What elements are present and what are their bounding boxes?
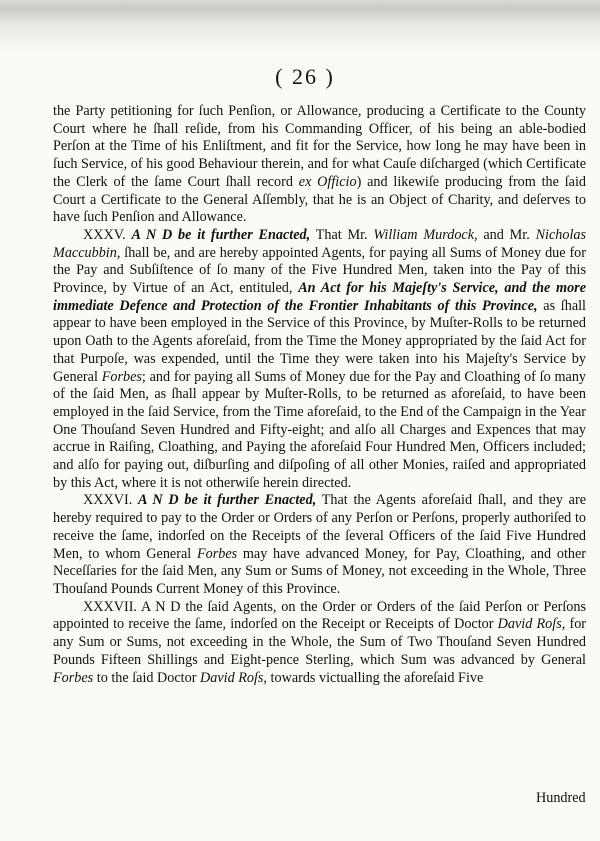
section-xxxvii: [53, 599, 586, 688]
text-run: to the ſaid Doctor: [96, 669, 197, 686]
text-run: may have advanced Money, for Pay, Cloathing, and other Neceſſaries for the ſaid Men, any Sum or Sums of Money, not exceeding in the Whole, Three Thouſand Pounds Current Money of this Province.: [53, 545, 587, 597]
text-run: That Mr.: [315, 226, 368, 243]
text-run: ſhall be, and are hereby appointed Agents, for paying all Sums of Money due for the Pay and Subſiſtence of ſo many of the Five Hundred Men, taken into the Pay of this Province, by Virtue of an Act, entituled,: [53, 244, 586, 297]
act-title: An Act for his Majeſty's Service, and the more immediate Defence and Protection of the Frontier Inhabitants of this Province,: [53, 280, 587, 314]
text-run: as ſhall appear to have been employed in the Service of this Province, by Muſter-Rolls to be returned upon Oath to the Agents aforeſaid, from the Time the Money appropriated by the ſaid Act for that Purpoſe, was expended, until the Time they were taken into his Majeſty's Service by General: [53, 297, 586, 385]
text-run: for any Sum or Sums, not exceeding in the Whole, the Sum of Two Thouſand Seven Hundred Pounds Fifteen Shillings and Eight-pence Sterling, which Sum was advanced by General: [53, 616, 587, 668]
section-number: XXXVI.: [83, 492, 133, 509]
person-name: Forbes: [53, 669, 94, 686]
text-run: ) and likewiſe producing from the ſaid Court a Certificate to the General Aſſembly, that he is an Object of Charity, and deſerves to have ſuch Penſion and Allowance.: [53, 173, 587, 226]
enacting-clause: A N D be it further Enacted,: [131, 226, 311, 243]
person-name: David Roſs,: [497, 616, 566, 633]
enacting-clause: A N D: [141, 598, 181, 615]
person-name: Forbes: [196, 545, 238, 562]
text-run: That the Agents aforeſaid ſhall, and they are hereby required to pay to the Order or Orders of any Perſon or Perſons, properly authoriſed to receive the ſame, indorſed on the Receipts of the ſeveral Officers of the ſaid Five Hundred Men, to whom General: [53, 492, 586, 562]
text-run: ; and for paying all Sums of Money due for the Pay and Cloathing of ſo many of the ſaid Men, as ſhall appear by Muſter-Rolls, to be returned as aforeſaid, to have been employed in the ſaid Service, from the Time aforeſaid, to the End of the Campaign in the Year One Thouſand Seven Hundred and Fifty-eight; and alſo all Charges and Expences that may accrue in Raiſing, Cloathing, and Paying the aforeſaid Four Hundred Men, Officers included; and alſo for paying out, diſburſing and diſpoſing of all other Monies, raiſed and appropriated by this Act, where it is not otherwiſe herein directed.: [53, 368, 587, 491]
section-xxxv: [53, 227, 586, 493]
text-run: and Mr.: [483, 226, 530, 243]
italic-phrase: ex Officio: [298, 173, 357, 190]
section-number: XXXV.: [83, 226, 126, 243]
text-run: towards victualling the aforeſaid Five: [270, 669, 484, 686]
enacting-clause: A N D be it further Enacted,: [138, 492, 317, 509]
scan-edge: [0, 0, 600, 52]
text-run: the ſaid Agents, on the Order or Orders of the ſaid Perſon or Perſons appointed to receive the ſame, indorſed on the Receipt or Receipts of Doctor: [53, 598, 586, 633]
paragraph-continuation: [53, 103, 586, 227]
section-xxxvi: [53, 492, 586, 598]
text-run: the Party petitioning for ſuch Penſion, or Allowance, producing a Certificate to the County Court where he ſhall reſide, from his Commanding Officer, of his being an able-bodied Perſon at the Time of his Enliſtment, and fit for the Service, how long he may have been in ſuch Service, of his good Behaviour therein, and for what Cauſe diſcharged (which Certificate the Clerk of the ſame Court ſhall record: [53, 103, 586, 190]
person-name: David Roſs,: [199, 669, 267, 686]
catchword: Hundred: [536, 790, 586, 806]
person-name: Nicholas Maccubbin,: [53, 226, 587, 261]
person-name: William Murdock,: [373, 226, 478, 243]
page-number: ( 26 ): [275, 64, 335, 89]
page-body: [53, 103, 586, 687]
section-number: XXXVII.: [83, 598, 137, 615]
person-name: Forbes: [101, 368, 142, 385]
